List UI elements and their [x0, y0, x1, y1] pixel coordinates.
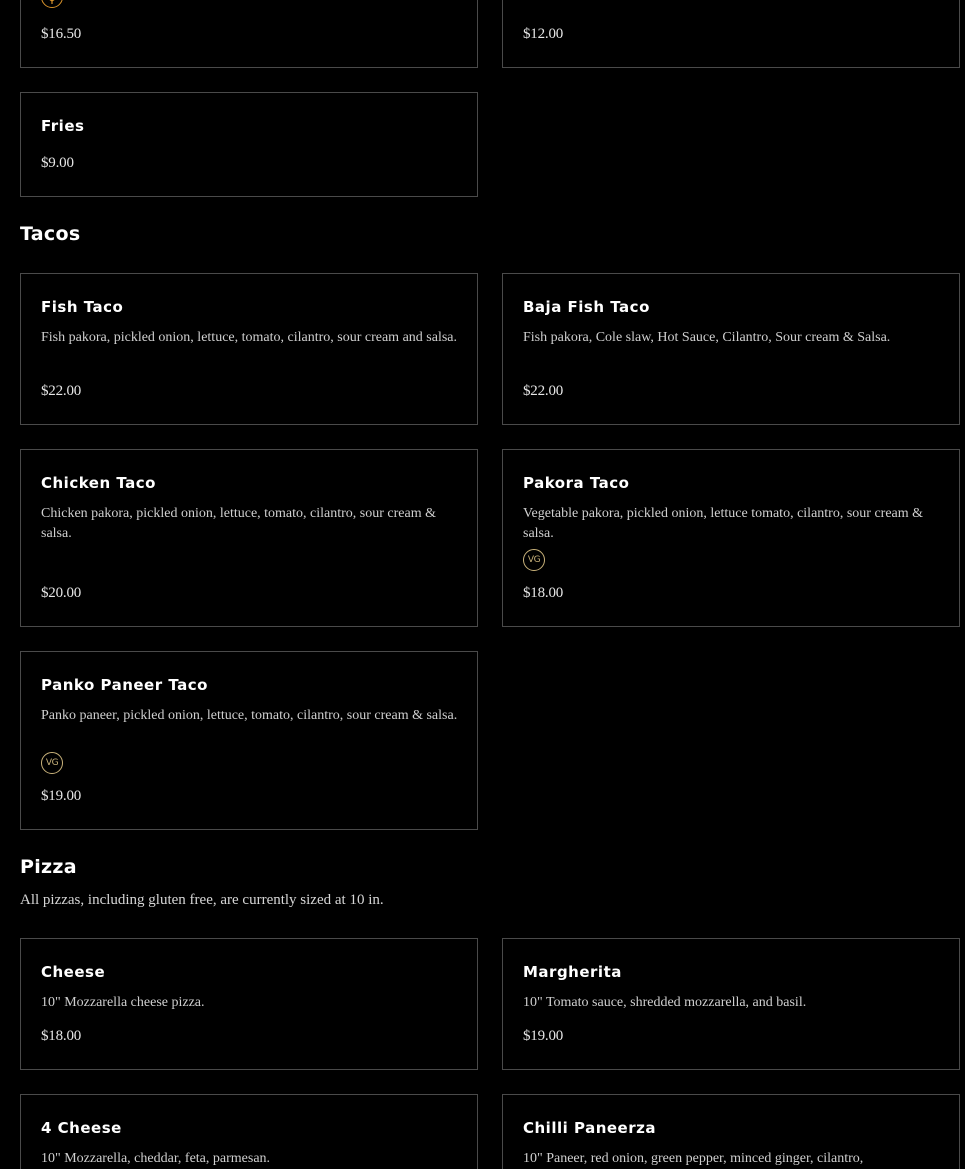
item-name: Pakora Taco — [523, 474, 630, 492]
item-name: Fries — [41, 117, 85, 135]
item-description: 10" Tomato sauce, shredded mozzarella, and basil. — [523, 995, 807, 1010]
item-name: Fish Taco — [41, 298, 124, 316]
item-description: 10" Paneer, red onion, green pepper, minced ginger, cilantro, — [523, 1151, 864, 1166]
item-description: Vegetable pakora, pickled onion, lettuce tomato, cilantro, sour cream & salsa. — [523, 506, 924, 541]
item-description: Panko paneer, pickled onion, lettuce, tomato, cilantro, sour cream & salsa. — [41, 708, 458, 723]
item-price: $20.00 — [41, 585, 82, 601]
item-description: Chicken pakora, pickled onion, lettuce, tomato, cilantro, sour cream & salsa. — [41, 506, 436, 541]
menu-item-card[interactable] — [502, 0, 960, 68]
item-price: $18.00 — [523, 585, 564, 601]
item-price: $22.00 — [523, 383, 564, 399]
item-price: $22.00 — [41, 383, 82, 399]
section-title-pizza: Pizza — [20, 856, 77, 878]
vegan-badge-icon: VG — [41, 752, 63, 774]
wheat-icon — [41, 0, 63, 8]
item-description: Fish pakora, Cole slaw, Hot Sauce, Cilantro, Sour cream & Salsa. — [523, 330, 891, 345]
item-name: Panko Paneer Taco — [41, 676, 208, 694]
menu-item-card-margherita[interactable] — [502, 938, 960, 1070]
menu-item-card-panko-paneer-taco[interactable] — [20, 651, 478, 830]
menu-item-card-pakora-taco[interactable] — [502, 449, 960, 627]
vegan-badge-icon: VG — [523, 549, 545, 571]
item-description: 10" Mozzarella, cheddar, feta, parmesan. — [41, 1151, 271, 1166]
menu-item-card-4-cheese[interactable] — [20, 1094, 478, 1169]
item-price: $12.00 — [523, 26, 564, 42]
item-price: $18.00 — [41, 1028, 82, 1044]
item-name: Margherita — [523, 963, 622, 981]
menu-item-card-chicken-taco[interactable] — [20, 449, 478, 627]
section-title-tacos: Tacos — [20, 223, 81, 245]
section-note: All pizzas, including gluten free, are currently sized at 10 in. — [20, 892, 384, 908]
menu-item-card-fish-taco[interactable] — [20, 273, 478, 425]
item-price: $16.50 — [41, 26, 82, 42]
item-name: Baja Fish Taco — [523, 298, 650, 316]
item-name: Chilli Paneerza — [523, 1119, 656, 1137]
item-description: Fish pakora, pickled onion, lettuce, tomato, cilantro, sour cream and salsa. — [41, 330, 457, 345]
menu-item-card-fries[interactable] — [20, 92, 478, 197]
menu-item-card-baja-fish-taco[interactable] — [502, 273, 960, 425]
item-name: Cheese — [41, 963, 106, 981]
menu-item-card-cheese[interactable] — [20, 938, 478, 1070]
item-price: $9.00 — [41, 155, 74, 171]
item-name: Chicken Taco — [41, 474, 156, 492]
menu-item-card[interactable] — [20, 0, 478, 68]
item-description: 10" Mozzarella cheese pizza. — [41, 995, 205, 1010]
item-price: $19.00 — [523, 1028, 564, 1044]
item-price: $19.00 — [41, 788, 82, 804]
menu-item-card-chilli-paneerza[interactable] — [502, 1094, 960, 1169]
item-name: 4 Cheese — [41, 1119, 122, 1137]
